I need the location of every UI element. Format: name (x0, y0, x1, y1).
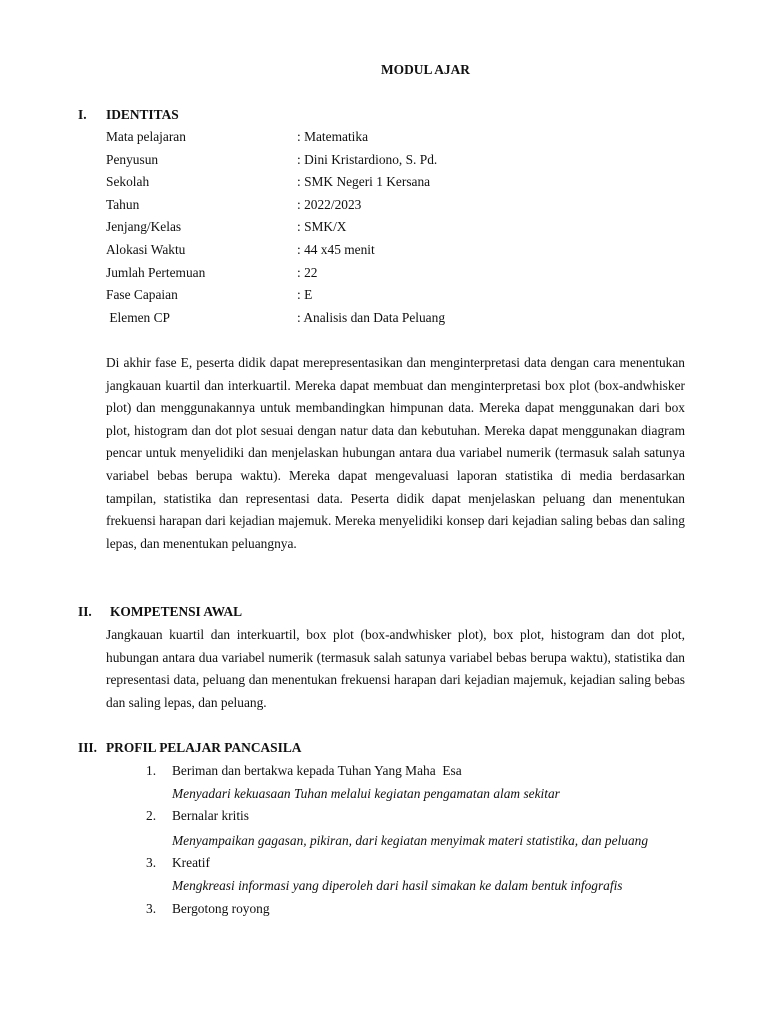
identity-label: Sekolah (106, 174, 150, 190)
identity-row (106, 126, 706, 149)
list-item (106, 898, 685, 921)
document-title: MODUL AJAR (381, 62, 470, 77)
identity-value: : 22 (297, 264, 318, 280)
list-item-title: Kreatif (172, 855, 210, 871)
list-marker: 3. (146, 855, 157, 871)
identity-label: Fase Capaian (106, 287, 178, 303)
list-item-title: Bernalar kritis (172, 808, 249, 824)
kompetensi-awal-paragraph: Jangkauan kuartil dan interkuartil, box plot (box-andwhisker plot), box plot, histogram dan dot plot, hubungan antara dua variabel numerik (termasuk salah satunya variabel bebas berupa waktu), statistika dan representasi data, peluang dan menentukan frekuensi harapan dari kejadian majemuk, kejadian saling bebas dan saling lepas, dan peluang. (106, 627, 685, 710)
identity-table (106, 126, 706, 329)
identity-value: : SMK/X (297, 219, 347, 235)
identity-value: : 2022/2023 (297, 196, 362, 212)
identity-row (106, 307, 706, 330)
identity-value: : SMK Negeri 1 Kersana (297, 174, 431, 190)
identity-row (106, 171, 706, 194)
list-item-description: Menyadari kekuasaan Tuhan melalui kegiatan pengamatan alam sekitar (172, 785, 560, 801)
list-item (106, 852, 685, 897)
identity-row (106, 149, 706, 172)
list-marker: 2. (146, 808, 157, 824)
identity-value: : 44 x45 menit (297, 241, 375, 257)
list-item-title: Bergotong royong (172, 900, 270, 916)
list-marker: 1. (146, 763, 157, 778)
profil-list (106, 760, 685, 920)
list-marker: 3. (146, 900, 157, 916)
list-item-description: Mengkreasi informasi yang diperoleh dari hasil simakan ke dalam bentuk infografis (172, 877, 623, 893)
section-title: PROFIL PELAJAR PANCASILA (106, 740, 302, 755)
section-number: I. (78, 107, 87, 122)
identity-label: Jumlah Pertemuan (106, 264, 206, 280)
identity-value: : Matematika (297, 129, 369, 144)
section-number: III. (78, 740, 97, 755)
list-item (106, 760, 685, 805)
capaian-pembelajaran-paragraph: Di akhir fase E, peserta didik dapat merepresentasikan dan menginterpretasi data dengan cara menentukan jangkauan kuartil dan interkuartil. Mereka dapat membuat dan menginterpretasi box plot (box-andwhisker plot) dan menggunakannya untuk membandingkan himpunan data. Mereka dapat menggunakan dari box plot, histogram dan dot plot sesuai dengan natur data dan kebutuhan. Mereka dapat menggunakan diagram pencar untuk menyelidiki dan menjelaskan hubungan antara dua variabel numerik (termasuk salah satunya variabel bebas berupa waktu). Mereka dapat mengevaluasi laporan statistika di media berdasarkan tampilan, statistika dan representasi data. Peserta didik dapat menjelaskan peluang dan menentukan frekuensi harapan dari kejadian majemuk. Mereka menyelidiki konsep dari kejadian saling bebas dan saling lepas, dan menentukan peluangnya. (106, 355, 685, 551)
list-item-description: Menyampaikan gagasan, pikiran, dari kegiatan menyimak materi statistika, dan peluang (172, 832, 649, 848)
identity-label: Alokasi Waktu (106, 241, 186, 257)
identity-value: : Dini Kristardiono, S. Pd. (297, 151, 438, 167)
section-number: II. (78, 604, 92, 619)
section-title: IDENTITAS (106, 107, 179, 122)
identity-row (106, 239, 706, 262)
identity-row (106, 284, 706, 307)
identity-value: : E (297, 287, 313, 303)
section-title: KOMPETENSI AWAL (110, 604, 243, 619)
list-item (106, 805, 685, 852)
identity-row (106, 216, 706, 239)
identity-label: Mata pelajaran (106, 129, 186, 144)
list-item-title: Beriman dan bertakwa kepada Tuhan Yang Maha Esa (172, 763, 462, 778)
identity-label: Tahun (106, 196, 140, 212)
identity-row (106, 194, 706, 217)
identity-label: Jenjang/Kelas (106, 219, 182, 235)
identity-label: Penyusun (106, 151, 159, 167)
identity-label: Elemen CP (106, 309, 170, 325)
identity-value: : Analisis dan Data Peluang (297, 309, 446, 325)
identity-row (106, 262, 706, 285)
